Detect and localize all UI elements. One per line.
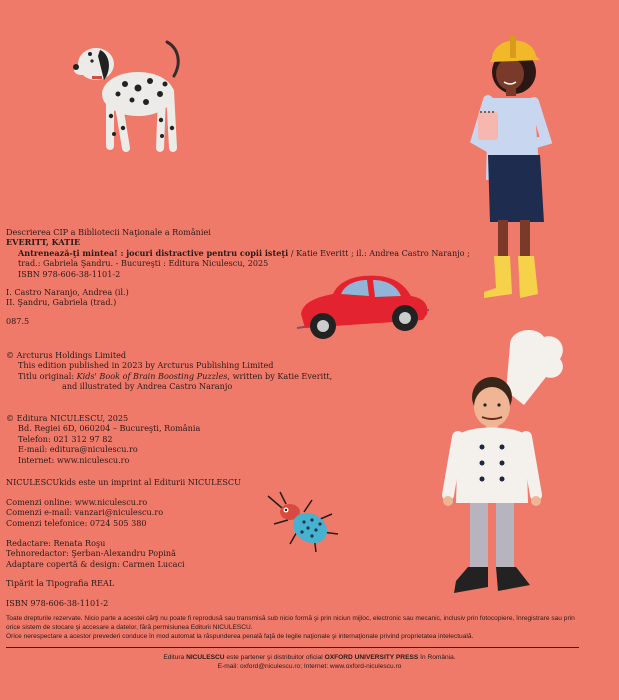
cip-entry-1: I. Castro Naranjo, Andrea (il.) bbox=[6, 287, 129, 298]
publisher-web: Internet: www.niculescu.ro bbox=[18, 454, 130, 465]
copyright-holder: © Arcturus Holdings Limited bbox=[6, 350, 127, 360]
credits-block bbox=[6, 538, 185, 569]
original-title: Kids' Book of Brain Boosting Puzzles bbox=[76, 370, 228, 381]
cip-title-rest: / Katie Everitt ; il.: Andrea Castro Naranjo ; bbox=[288, 247, 470, 258]
cip-entry-2: II. Şandru, Gabriela (trad.) bbox=[6, 297, 117, 308]
credit-typesetter: Tehnoredactor: Şerban-Alexandru Popină bbox=[6, 548, 176, 559]
footer-partner: OXFORD UNIVERSITY PRESS bbox=[324, 654, 419, 661]
cip-isbn: ISBN 978-606-38-1101-2 bbox=[18, 268, 121, 279]
publisher-email: E-mail: editura@niculescu.ro bbox=[18, 444, 138, 455]
cip-title: Antrenează-ţi mintea! : jocuri distractive pentru copii isteţi bbox=[18, 247, 289, 258]
original-title-line bbox=[6, 371, 332, 381]
rights-line-1: Toate drepturile rezervate. Nicio parte a acestei cărţi nu poate fi reprodusă sau transmisă sub nicio formă şi prin niciun mijloc, electronic sau mecanic, inclusiv prin fotocopiere, înregistrare sau prin bbox=[6, 615, 575, 622]
footer-line-1 bbox=[0, 653, 619, 662]
imprint-line: NICULESCUkids este un imprint al Editurii NICULESCU bbox=[6, 477, 241, 487]
credit-editor: Redactare: Renata Roşu bbox=[6, 538, 106, 548]
rights-line-2: orice sistem de stocare şi accesare a datelor, fără permisiunea Editurii NICULESCU. bbox=[6, 624, 253, 631]
footer-mid: este partener şi distribuitor oficial bbox=[224, 654, 325, 661]
isbn-line: ISBN 978-606-38-1101-2 bbox=[6, 598, 109, 608]
rights-line-3: Orice nerespectare a acestor prevederi conduce în mod automat la răspunderea penală faţă de legile naţionale şi internaţionale privind proprietatea intelectuală. bbox=[6, 633, 474, 640]
order-email: Comenzi e-mail: vanzari@niculescu.ro bbox=[6, 507, 164, 518]
cip-class: 087.5 bbox=[6, 315, 30, 326]
footer-publisher: NICULESCU bbox=[186, 654, 225, 661]
publisher-phone: Telefon: 021 312 97 82 bbox=[18, 433, 113, 444]
original-suffix: , written by Katie Everitt, bbox=[227, 370, 333, 381]
edition-line: This edition published in 2023 by Arcturus Publishing Limited bbox=[18, 360, 274, 371]
original-prefix: Titlu original: bbox=[18, 370, 77, 381]
printed-line: Tipărit la Tipografia REAL bbox=[6, 578, 115, 588]
order-online: Comenzi online: www.niculescu.ro bbox=[6, 497, 148, 507]
publisher-copyright: © Editura NICULESCU, 2025 bbox=[6, 413, 129, 423]
footer-divider bbox=[6, 647, 579, 648]
publisher-address: Bd. Regiei 6D, 060204 – Bucureşti, România bbox=[18, 423, 201, 434]
girl-with-notepad-illustration bbox=[470, 30, 560, 306]
chef-illustration bbox=[440, 325, 580, 603]
publisher-block bbox=[6, 413, 200, 465]
orders-block bbox=[6, 497, 163, 528]
cip-heading: Descrierea CIP a Bibliotecii Naţionale a României bbox=[6, 227, 211, 237]
cip-title-line bbox=[6, 248, 470, 258]
footer-post: în România. bbox=[418, 654, 456, 661]
credit-design: Adaptare copertă & design: Carmen Lucaci bbox=[6, 558, 185, 569]
cip-line3: trad.: Gabriela Şandru. - Bucureşti : Editura Niculescu, 2025 bbox=[18, 258, 269, 269]
dalmatian-illustration bbox=[70, 36, 190, 186]
beetle-illustration bbox=[264, 490, 344, 558]
footer-pre: Editura bbox=[163, 654, 187, 661]
order-phone: Comenzi telefonice: 0724 505 380 bbox=[6, 517, 147, 528]
original-illustrator: and illustrated by Andrea Castro Naranjo bbox=[62, 381, 233, 392]
footer-line-2: E-mail: oxford@niculescu.ro; Internet: www.oxford-niculescu.ro bbox=[217, 663, 402, 670]
copyright-block bbox=[6, 350, 332, 392]
cip-author: EVERITT, KATIE bbox=[6, 237, 81, 248]
cip-block bbox=[6, 227, 470, 326]
